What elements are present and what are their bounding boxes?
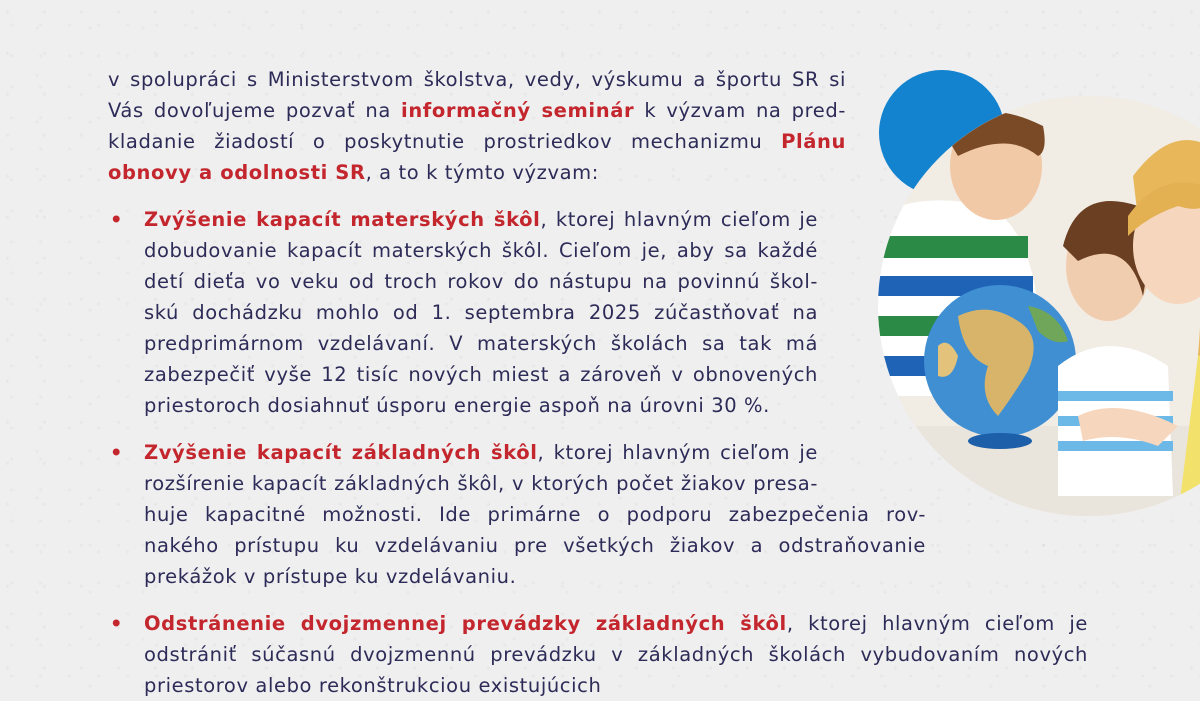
bullet-text: , ktorej hlavným cieľom je bbox=[540, 208, 819, 231]
intro-line-3 bbox=[108, 126, 846, 157]
bullet-dvojzmenna-prevadzka bbox=[110, 608, 1108, 701]
bullet-line: prekážok v prístupe ku vzdelávaniu. bbox=[144, 565, 517, 588]
bullet-line: nakého prístupu ku vzdelávaniu pre všetkých žiakov a odstraňovanie bbox=[144, 534, 926, 557]
bullet-icon: • bbox=[110, 612, 124, 635]
bullet-line: zabezpečiť vyše 12 tisíc nových miest a zároveň v obnovených bbox=[144, 363, 818, 386]
bullet-line: dobudovanie kapacít materských škôl. Cieľom je, aby sa každé bbox=[144, 239, 818, 262]
bullet-text: , ktorej hlavným cieľom je bbox=[786, 612, 1088, 635]
intro-text: , a to k týmto výzvam: bbox=[365, 161, 599, 184]
bullet-line: priestorov alebo rekonštrukciou existujúcich bbox=[144, 674, 602, 697]
bullet-title: Zvýšenie kapacít materských škôl bbox=[144, 208, 541, 231]
intro-text: k výzvam na pred- bbox=[634, 99, 846, 122]
bullet-title: Odstránenie dvojzmennej prevádzky základných škôl bbox=[144, 612, 787, 635]
bullet-line: predprimárnom vzdelávaní. V materských školách sa tak má bbox=[144, 332, 818, 355]
bullet-line: detí dieťa vo veku od troch rokov do nástupu na povinnú škol- bbox=[144, 270, 818, 293]
plan-highlight: Plánu bbox=[781, 130, 846, 153]
bullet-line bbox=[144, 204, 818, 235]
bullet-line: skú dochádzku mohlo od 1. septembra 2025 zúčastňovať na bbox=[144, 301, 818, 324]
bullet-title: Zvýšenie kapacít základných škôl bbox=[144, 441, 538, 464]
plan-highlight: obnovy a odolnosti SR bbox=[108, 161, 366, 184]
bullet-materske-skoly bbox=[110, 204, 1108, 421]
intro-line-4 bbox=[108, 157, 846, 188]
bullet-line: rozšírenie kapacít základných škôl, v ktorých počet žiakov presa- bbox=[144, 472, 818, 495]
bullet-line bbox=[144, 608, 1088, 639]
bullet-line: odstrániť súčasnú dvojzmennú prevádzku v základných školách vybudovaním nových bbox=[144, 643, 1088, 666]
intro-line-1: v spolupráci s Ministerstvom školstva, vedy, výskumu a športu SR si bbox=[108, 68, 846, 91]
bullet-icon: • bbox=[110, 441, 124, 464]
seminar-highlight: informačný seminár bbox=[401, 99, 635, 122]
bullet-icon: • bbox=[110, 208, 124, 231]
bullet-line: priestoroch dosiahnuť úsporu energie aspoň na úrovni 30 %. bbox=[144, 394, 770, 417]
intro-line-2 bbox=[108, 95, 846, 126]
bullet-line bbox=[144, 437, 818, 468]
intro-text: Vás dovoľujeme pozvať na bbox=[108, 99, 402, 122]
intro-paragraph bbox=[108, 64, 1108, 188]
bullet-text: , ktorej hlavným cieľom je bbox=[537, 441, 818, 464]
invitation-text bbox=[108, 64, 1108, 701]
intro-text: kladanie žiadostí o poskytnutie prostriedkov mechanizmu bbox=[108, 130, 782, 153]
bullet-zakladne-skoly bbox=[110, 437, 1108, 592]
bullet-line: huje kapacitné možnosti. Ide primárne o podporu zabezpečenia rov- bbox=[144, 503, 926, 526]
